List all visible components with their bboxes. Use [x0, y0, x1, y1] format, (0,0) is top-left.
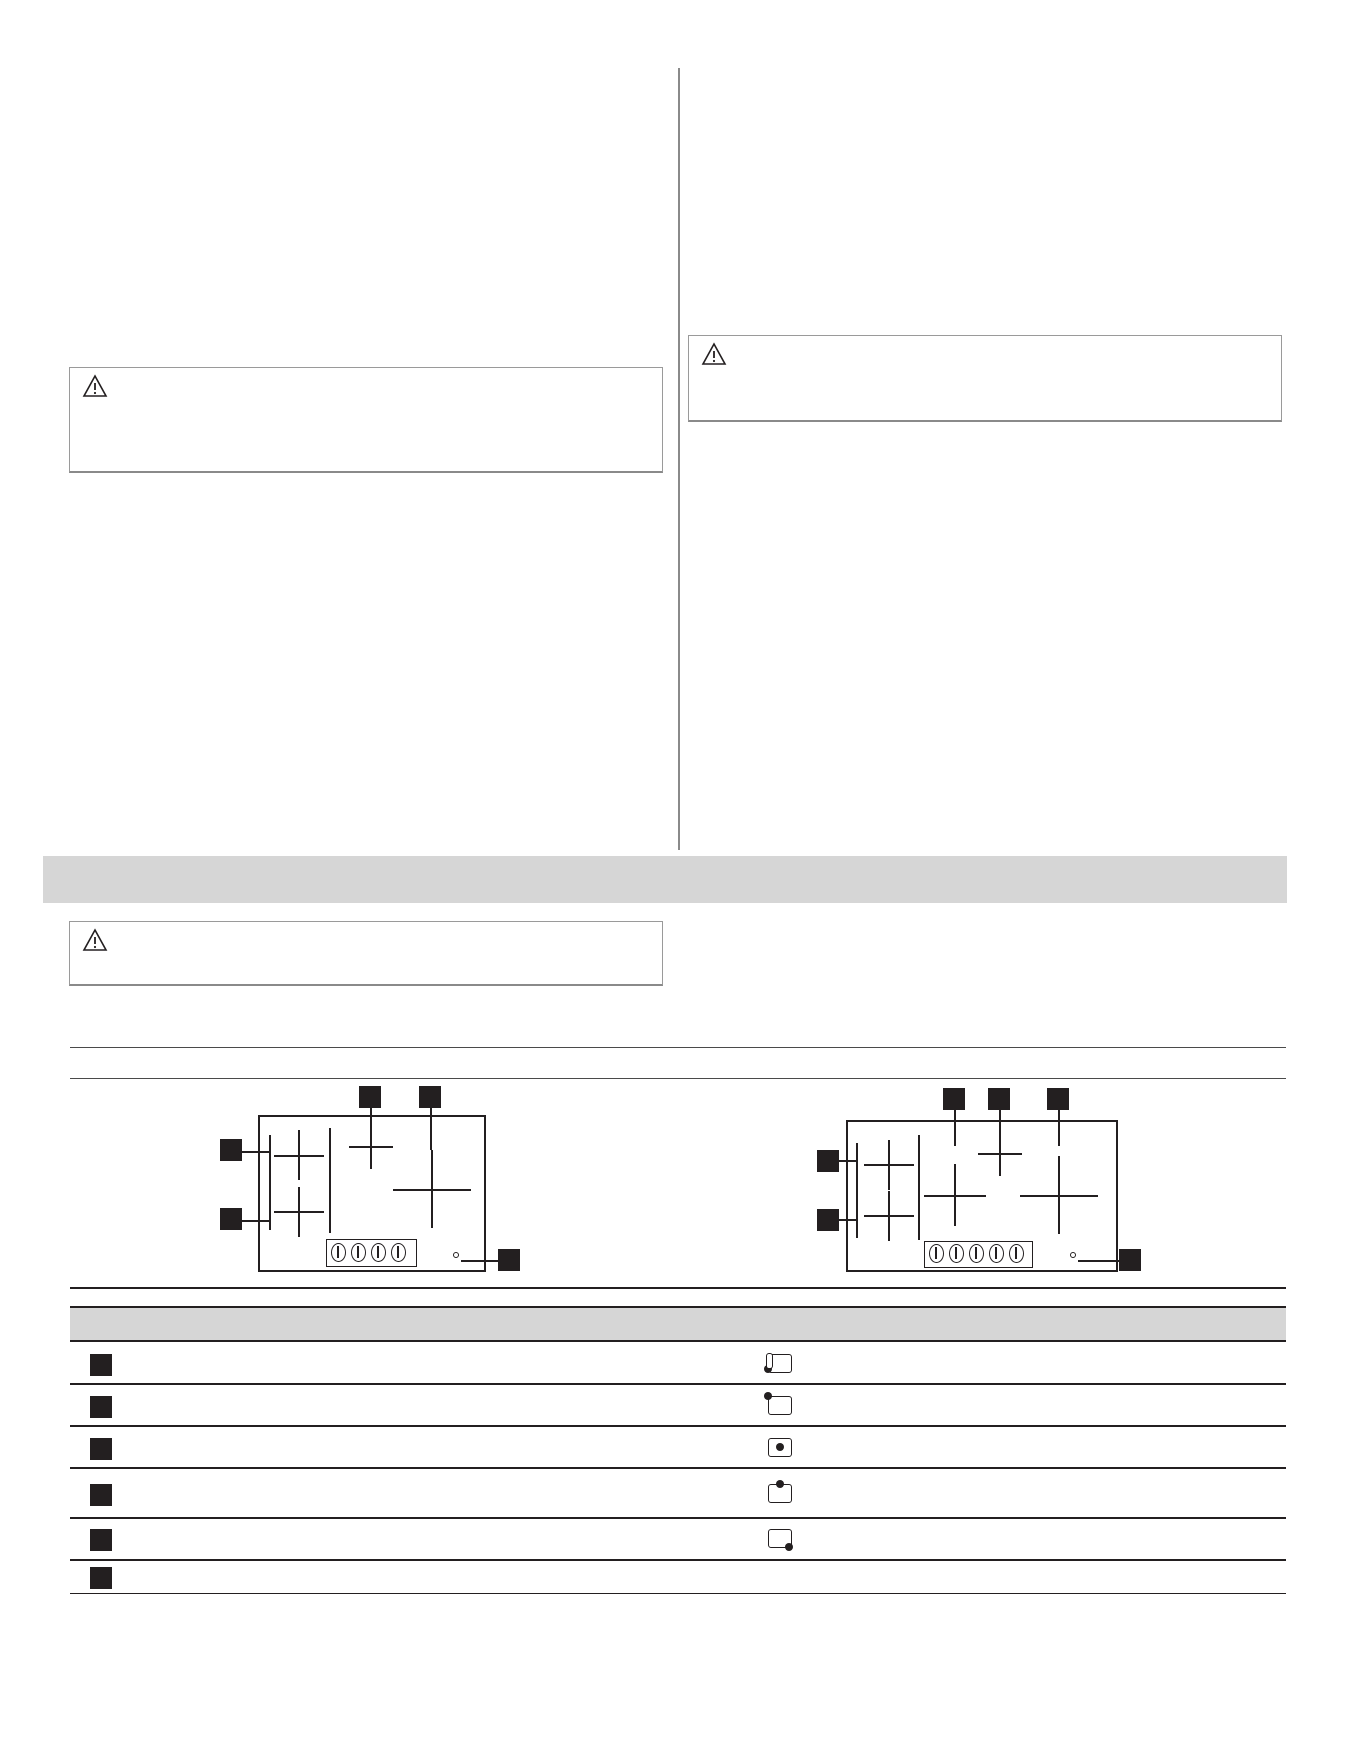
warning-triangle-icon [701, 342, 727, 366]
control-knob [331, 1243, 346, 1262]
row-number-marker [90, 1567, 112, 1589]
leader-line [999, 1110, 1001, 1132]
column-divider [678, 68, 680, 850]
zone-line [918, 1135, 920, 1240]
callout-marker [498, 1249, 520, 1271]
callout-marker [817, 1209, 839, 1231]
callout-marker [1047, 1088, 1069, 1110]
zone-line [269, 1135, 271, 1230]
control-knob [351, 1243, 366, 1262]
control-knob [969, 1244, 984, 1263]
burner-center-rear [370, 1125, 372, 1169]
table-row-divider [70, 1517, 1286, 1519]
callout-marker [359, 1086, 381, 1108]
warning-box-1 [69, 367, 663, 473]
row-number-marker [90, 1396, 112, 1418]
table-row-divider [70, 1593, 1286, 1594]
table-row-divider [70, 1425, 1286, 1427]
callout-marker [943, 1088, 965, 1110]
rule [70, 1047, 1286, 1048]
warning-box-3 [69, 921, 663, 986]
callout-marker [817, 1150, 839, 1172]
burner-right-large [431, 1150, 433, 1228]
leader-line [839, 1160, 856, 1162]
leader-line [839, 1219, 856, 1221]
leader-line [1078, 1260, 1119, 1262]
row-number-marker [90, 1529, 112, 1551]
leader-line [242, 1151, 269, 1153]
leader-line [1058, 1110, 1060, 1146]
control-knob [1009, 1244, 1024, 1263]
callout-marker [220, 1208, 242, 1230]
table-row-divider [70, 1340, 1286, 1342]
row-number-marker [90, 1438, 112, 1460]
zone-line [856, 1143, 858, 1238]
warning-triangle-icon [82, 928, 108, 952]
zone-line [329, 1128, 331, 1233]
leader-line [242, 1220, 269, 1222]
warning-box-2 [688, 335, 1282, 422]
table-header [70, 1306, 1286, 1342]
rule [70, 1078, 1286, 1079]
callout-marker [419, 1086, 441, 1108]
burner-center [954, 1164, 956, 1226]
indicator-light [1070, 1252, 1076, 1258]
left-front-position-icon [768, 1396, 792, 1415]
table-row-divider [70, 1559, 1286, 1561]
control-knob [371, 1243, 386, 1262]
leader-line [370, 1108, 372, 1125]
leader-line [954, 1110, 956, 1146]
burner-left-rear [298, 1130, 300, 1180]
callout-marker [1119, 1249, 1141, 1271]
control-knob [989, 1244, 1004, 1263]
row-number-marker [90, 1484, 112, 1506]
burner-left-rear [888, 1140, 890, 1190]
leader-line [430, 1108, 432, 1150]
rear-center-position-icon [768, 1484, 792, 1503]
row-number-marker [90, 1354, 112, 1376]
warning-triangle-icon [82, 374, 108, 398]
right-front-position-icon [768, 1529, 792, 1548]
center-position-icon [768, 1438, 792, 1457]
control-knob [949, 1244, 964, 1263]
table-row-divider [70, 1467, 1286, 1469]
burner-center-rear [999, 1132, 1001, 1176]
burner-left-front [888, 1191, 890, 1241]
burner-left-front [298, 1187, 300, 1237]
indicator-light [453, 1252, 459, 1258]
callout-marker [220, 1139, 242, 1161]
callout-marker [988, 1088, 1010, 1110]
rule [70, 1287, 1286, 1289]
control-knob [391, 1243, 406, 1262]
leader-line [461, 1260, 498, 1262]
burner-right-large [1058, 1156, 1060, 1234]
table-row-divider [70, 1383, 1286, 1385]
left-rear-position-icon [768, 1354, 792, 1373]
section-header-band [43, 856, 1287, 903]
control-knob [929, 1244, 944, 1263]
